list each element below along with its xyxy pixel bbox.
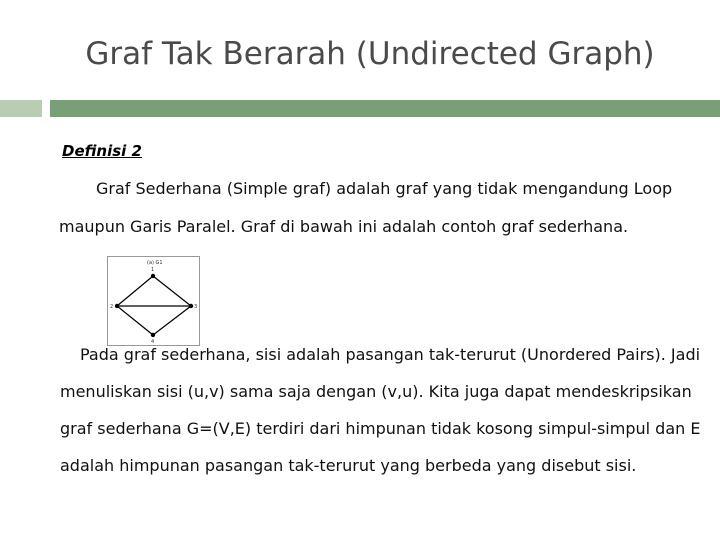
accent-bar-light [0,100,42,117]
paragraph2-line3: graf sederhana G=(V,E) terdiri dari himpunan tidak kosong simpul-simpul dan E [60,419,701,438]
figure-caption: (a) G1 [147,260,163,266]
vertex-1 [151,274,155,278]
vertex-label-2: 2 [110,304,114,310]
vertex-label-4: 4 [151,339,155,345]
paragraph2-line1: Pada graf sederhana, sisi adalah pasangan tak-terurut (Unordered Pairs). Jadi [80,345,701,364]
paragraph2-line2: menuliskan sisi (u,v) sama saja dengan (v,u). Kita juga dapat mendeskripsikan [60,382,692,401]
accent-bar-dark [50,100,720,117]
vertex-label-1: 1 [151,267,155,273]
paragraph1-line1: Graf Sederhana (Simple graf) adalah graf yang tidak mengandung Loop [96,179,673,198]
vertex-3 [189,304,193,308]
vertex-2 [115,304,119,308]
paragraph2-line4: adalah himpunan pasangan tak-terurut yang berbeda yang disebut sisi. [60,456,637,475]
paragraph1-line2: maupun Garis Paralel. Graf di bawah ini adalah contoh graf sederhana. [59,217,629,236]
slide-title: Graf Tak Berarah (Undirected Graph) [85,36,655,72]
definition-heading: Definisi 2 [62,142,142,160]
simple-graph-figure [107,256,200,346]
vertex-4 [151,333,155,337]
vertex-label-3: 3 [194,304,198,310]
